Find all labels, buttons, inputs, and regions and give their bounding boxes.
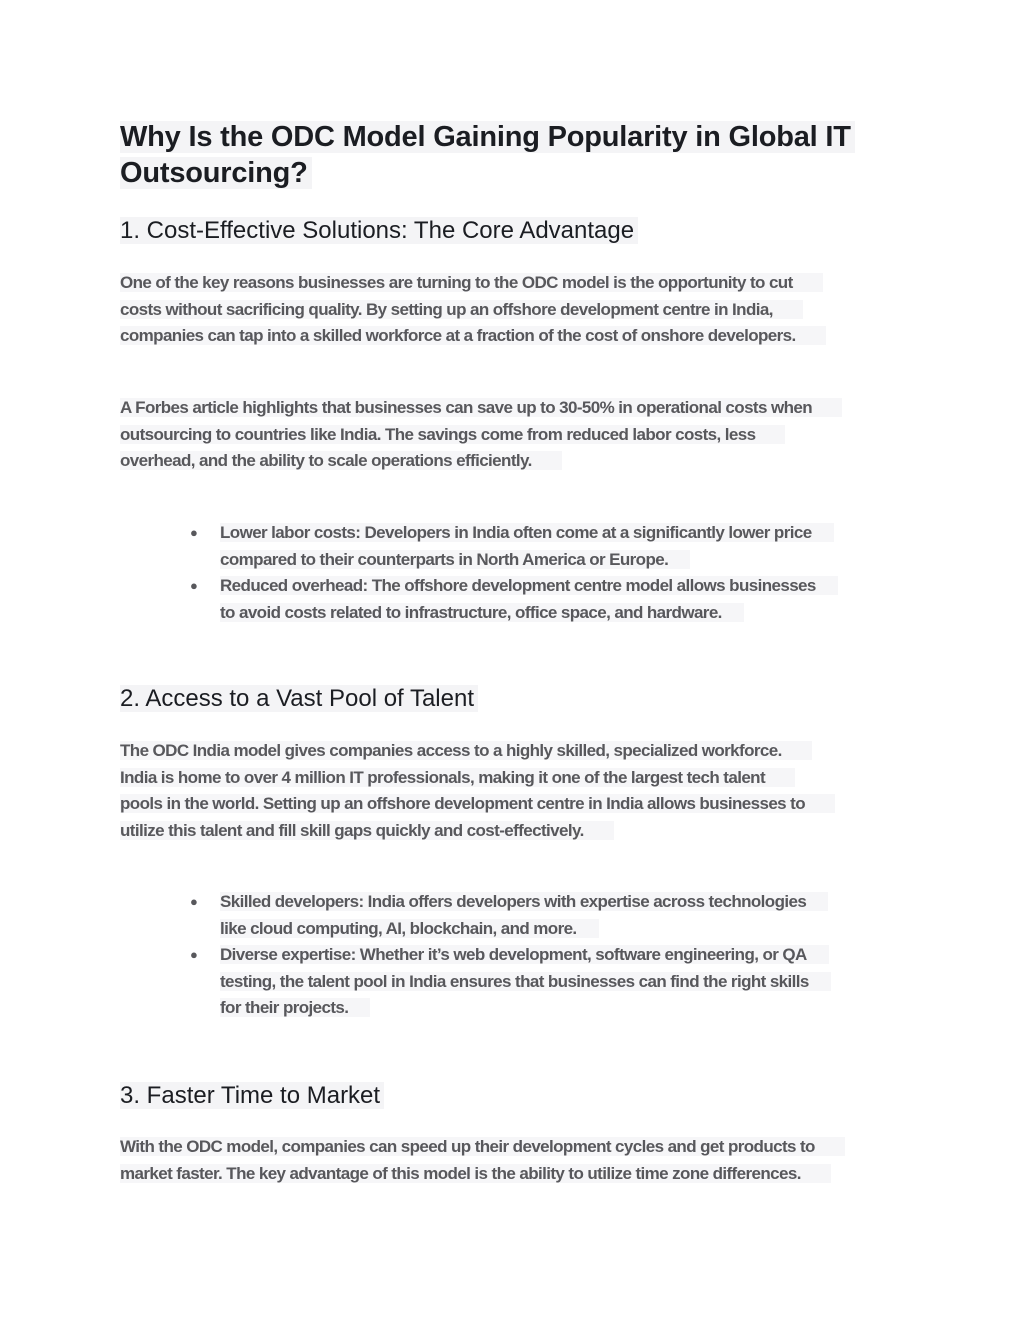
paragraph-line: pools in the world. Setting up an offshore development centre in India allows businesses to (120, 794, 835, 813)
paragraph-line: companies can tap into a skilled workforce at a fraction of the cost of onshore developers. (120, 326, 826, 345)
paragraph-line: outsourcing to countries like India. The savings come from reduced labor costs, less (120, 425, 785, 444)
bullet-list (186, 889, 906, 1022)
list-item-line: Reduced overhead: The offshore development centre model allows businesses (220, 576, 838, 595)
paragraph-line: market faster. The key advantage of this model is the ability to utilize time zone differences. (120, 1164, 831, 1183)
paragraph-line: costs without sacrificing quality. By setting up an offshore development centre in India, (120, 300, 803, 319)
list-item-line: to avoid costs related to infrastructure, office space, and hardware. (220, 603, 744, 622)
paragraph (120, 738, 910, 844)
list-item-line: Lower labor costs: Developers in India often come at a significantly lower price (220, 523, 834, 542)
section-heading: 3. Faster Time to Market (120, 1081, 910, 1111)
bullet-icon: ● (190, 894, 198, 909)
paragraph-line: A Forbes article highlights that businesses can save up to 30-50% in operational costs when (120, 398, 842, 417)
list-item (186, 520, 906, 573)
paragraph-line: With the ODC model, companies can speed up their development cycles and get products to (120, 1137, 845, 1156)
list-item (186, 889, 906, 942)
bullet-icon: ● (190, 947, 198, 962)
bullet-icon: ● (190, 525, 198, 540)
paragraph-line: One of the key reasons businesses are turning to the ODC model is the opportunity to cut (120, 273, 823, 292)
paragraph-line: India is home to over 4 million IT professionals, making it one of the largest tech talent (120, 768, 795, 787)
paragraph (120, 270, 910, 350)
bullet-list (186, 520, 906, 626)
paragraph-line: utilize this talent and fill skill gaps quickly and cost-effectively. (120, 821, 614, 840)
list-item-line: for their projects. (220, 998, 370, 1017)
paragraph-line: overhead, and the ability to scale operations efficiently. (120, 451, 562, 470)
paragraph-line: The ODC India model gives companies access to a highly skilled, specialized workforce. (120, 741, 812, 760)
list-item-line: compared to their counterparts in North America or Europe. (220, 550, 690, 569)
page-title (120, 119, 910, 191)
list-item-line: Skilled developers: India offers developers with expertise across technologies (220, 892, 828, 911)
list-item-line: like cloud computing, AI, blockchain, and more. (220, 919, 599, 938)
title-line: Why Is the ODC Model Gaining Popularity in Global IT (120, 121, 855, 153)
section-heading: 1. Cost-Effective Solutions: The Core Advantage (120, 216, 910, 246)
section-heading: 2. Access to a Vast Pool of Talent (120, 684, 910, 714)
list-item (186, 573, 906, 626)
bullet-icon: ● (190, 578, 198, 593)
paragraph (120, 1134, 910, 1187)
paragraph (120, 395, 910, 475)
list-item (186, 942, 906, 1022)
list-item-line: testing, the talent pool in India ensures that businesses can find the right skills (220, 972, 831, 991)
title-line: Outsourcing? (120, 157, 312, 189)
list-item-line: Diverse expertise: Whether it’s web development, software engineering, or QA (220, 945, 829, 964)
